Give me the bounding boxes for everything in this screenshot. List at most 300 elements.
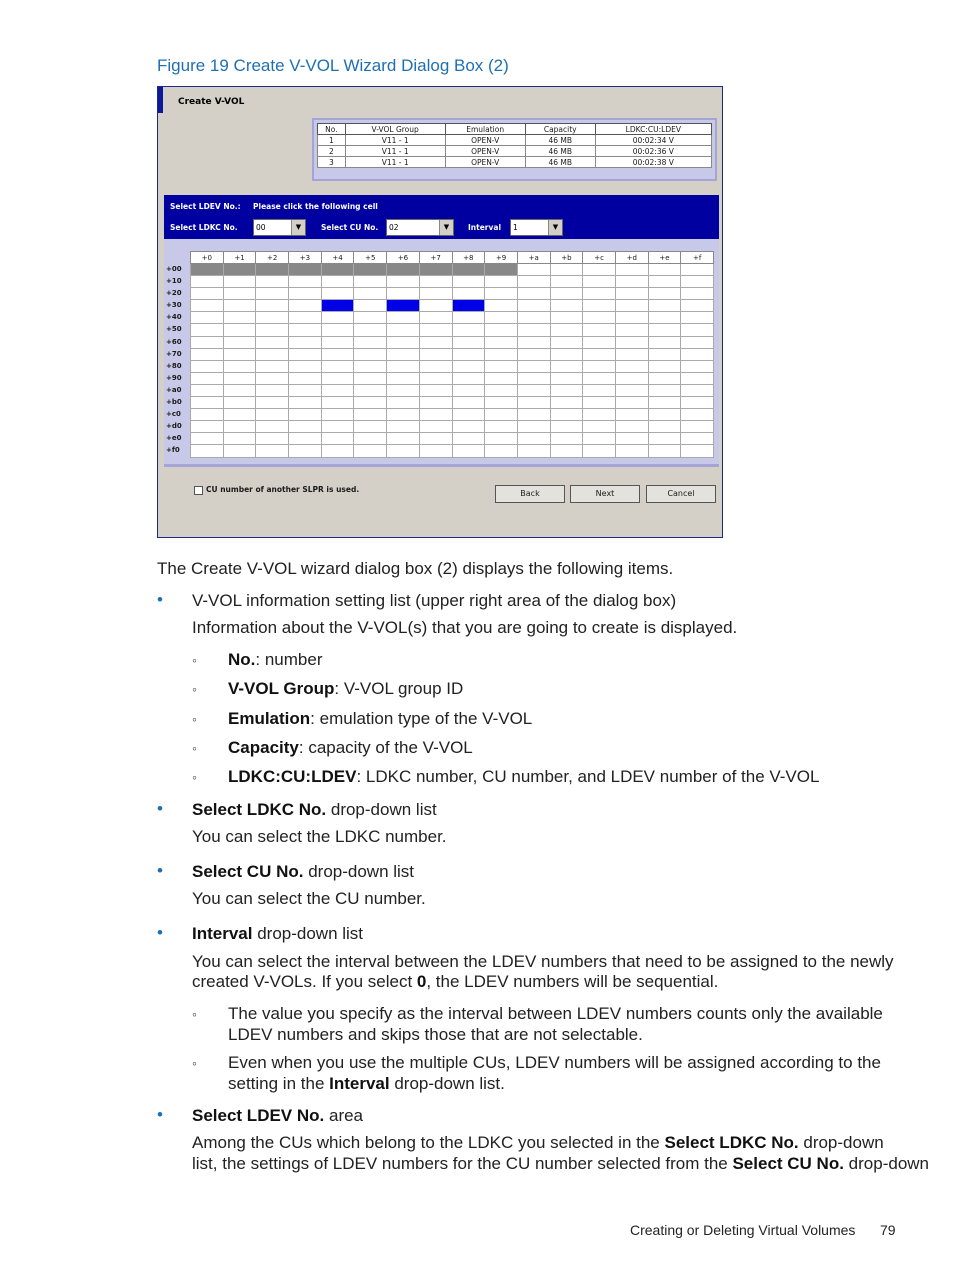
ldev-cell[interactable] bbox=[615, 348, 648, 360]
ldev-cell[interactable] bbox=[387, 288, 420, 300]
ldev-cell[interactable] bbox=[354, 445, 387, 457]
ldev-cell[interactable] bbox=[583, 372, 616, 384]
s5 bbox=[228, 766, 819, 787]
ldev-cell[interactable] bbox=[321, 324, 354, 336]
ldev-cell[interactable] bbox=[485, 360, 518, 372]
ldev-cell[interactable] bbox=[191, 324, 224, 336]
ldev-cell[interactable] bbox=[256, 397, 289, 409]
ldev-cell[interactable] bbox=[321, 312, 354, 324]
ldev-cell[interactable] bbox=[648, 300, 681, 312]
vvol-col-header[interactable]: Emulation bbox=[445, 124, 525, 135]
ldev-cell[interactable] bbox=[517, 384, 550, 396]
ldev-cell[interactable] bbox=[648, 445, 681, 457]
ldev-cell[interactable] bbox=[256, 348, 289, 360]
ldev-cell[interactable] bbox=[517, 288, 550, 300]
ldev-cell[interactable] bbox=[191, 384, 224, 396]
ldev-cell[interactable] bbox=[517, 433, 550, 445]
ldev-cell[interactable] bbox=[256, 384, 289, 396]
ldev-cell[interactable] bbox=[583, 324, 616, 336]
ldev-cell[interactable] bbox=[452, 288, 485, 300]
ldev-cell[interactable] bbox=[452, 360, 485, 372]
ldev-cell[interactable] bbox=[387, 445, 420, 457]
ldev-cell[interactable] bbox=[191, 433, 224, 445]
ldev-cell[interactable] bbox=[648, 276, 681, 288]
ldev-cell[interactable] bbox=[256, 300, 289, 312]
table-row[interactable] bbox=[318, 146, 712, 157]
ldev-cell[interactable] bbox=[485, 264, 518, 276]
ldev-cell[interactable] bbox=[583, 288, 616, 300]
ldev-cell[interactable] bbox=[191, 445, 224, 457]
b1-desc: Information about the V-VOL(s) that you are going to create is displayed. bbox=[192, 618, 738, 637]
ldev-cell[interactable] bbox=[223, 421, 256, 433]
ldev-cell[interactable] bbox=[419, 421, 452, 433]
ldev-cell[interactable] bbox=[615, 300, 648, 312]
cancel-button[interactable]: Cancel bbox=[646, 485, 716, 503]
ldev-cell[interactable] bbox=[615, 324, 648, 336]
ldev-cell[interactable] bbox=[615, 288, 648, 300]
ldev-cell[interactable] bbox=[583, 421, 616, 433]
ldev-cell[interactable] bbox=[615, 360, 648, 372]
ldev-cell[interactable] bbox=[289, 312, 322, 324]
grid-row-label: +60 bbox=[166, 337, 182, 346]
ldev-cell[interactable] bbox=[191, 409, 224, 421]
ldev-cell[interactable] bbox=[681, 312, 714, 324]
ldev-cell[interactable] bbox=[452, 312, 485, 324]
ldev-cell[interactable] bbox=[191, 264, 224, 276]
ldev-cell[interactable] bbox=[223, 348, 256, 360]
ldev-cell[interactable] bbox=[550, 360, 583, 372]
ldev-cell[interactable] bbox=[289, 384, 322, 396]
ldev-cell[interactable] bbox=[223, 300, 256, 312]
ldev-cell[interactable] bbox=[387, 409, 420, 421]
s4 bbox=[228, 737, 473, 758]
ldev-cell[interactable] bbox=[615, 421, 648, 433]
sub-bullet-icon: ◦ bbox=[192, 1006, 197, 1022]
ldev-cell[interactable] bbox=[419, 360, 452, 372]
ldev-cell[interactable] bbox=[681, 288, 714, 300]
ldev-cell[interactable] bbox=[452, 409, 485, 421]
ldev-cell[interactable] bbox=[354, 288, 387, 300]
table-row[interactable] bbox=[318, 157, 712, 168]
ldev-cell[interactable] bbox=[615, 336, 648, 348]
vvol-col-header[interactable]: V-VOL Group bbox=[345, 124, 445, 135]
ldev-cell[interactable] bbox=[615, 409, 648, 421]
ldev-cell[interactable] bbox=[321, 288, 354, 300]
ldev-cell[interactable] bbox=[354, 324, 387, 336]
ldev-cell[interactable] bbox=[223, 324, 256, 336]
ldev-cell[interactable] bbox=[452, 397, 485, 409]
ldev-cell[interactable] bbox=[681, 348, 714, 360]
ldev-cell[interactable] bbox=[485, 336, 518, 348]
ldev-cell[interactable] bbox=[387, 300, 420, 312]
ldev-cell[interactable] bbox=[583, 264, 616, 276]
ldev-cell[interactable] bbox=[681, 372, 714, 384]
ldev-cell[interactable] bbox=[517, 264, 550, 276]
ldev-cell[interactable] bbox=[681, 336, 714, 348]
ldev-cell[interactable] bbox=[452, 372, 485, 384]
ldev-cell[interactable] bbox=[256, 288, 289, 300]
chevron-down-icon[interactable]: ▼ bbox=[548, 220, 562, 235]
ldev-cell[interactable] bbox=[550, 372, 583, 384]
ldev-cell[interactable] bbox=[289, 445, 322, 457]
ldev-cell[interactable] bbox=[485, 324, 518, 336]
ldev-cell[interactable] bbox=[191, 288, 224, 300]
ldev-cell[interactable] bbox=[485, 421, 518, 433]
bullet-icon: • bbox=[157, 861, 163, 880]
ldev-cell[interactable] bbox=[517, 445, 550, 457]
vvol-col-header[interactable]: No. bbox=[318, 124, 346, 135]
ldev-cell[interactable] bbox=[321, 300, 354, 312]
ldev-cell[interactable] bbox=[485, 445, 518, 457]
ldev-cell[interactable] bbox=[354, 276, 387, 288]
ldev-cell[interactable] bbox=[681, 300, 714, 312]
ldev-cell[interactable] bbox=[191, 300, 224, 312]
interval-label: Interval bbox=[468, 223, 502, 232]
ldev-cell[interactable] bbox=[321, 445, 354, 457]
ldev-cell[interactable] bbox=[289, 372, 322, 384]
ldev-cell[interactable] bbox=[648, 372, 681, 384]
ldev-cell[interactable] bbox=[289, 421, 322, 433]
ldev-cell[interactable] bbox=[583, 348, 616, 360]
ldev-cell[interactable] bbox=[321, 264, 354, 276]
ldev-cell[interactable] bbox=[354, 360, 387, 372]
ldev-cell[interactable] bbox=[648, 324, 681, 336]
ldev-cell[interactable] bbox=[289, 288, 322, 300]
ldev-cell[interactable] bbox=[387, 372, 420, 384]
ldev-cell[interactable] bbox=[485, 384, 518, 396]
ldev-cell[interactable] bbox=[583, 433, 616, 445]
chevron-down-icon[interactable]: ▼ bbox=[439, 220, 453, 235]
ldev-cell[interactable] bbox=[615, 264, 648, 276]
ldev-cell[interactable] bbox=[517, 421, 550, 433]
ldev-cell[interactable] bbox=[289, 336, 322, 348]
ldev-cell[interactable] bbox=[419, 409, 452, 421]
ldev-cell[interactable] bbox=[387, 348, 420, 360]
grid-row-label: +c0 bbox=[166, 410, 181, 419]
ldev-cell[interactable] bbox=[419, 264, 452, 276]
ldev-cell[interactable] bbox=[583, 312, 616, 324]
ldev-cell[interactable] bbox=[223, 433, 256, 445]
table-cell: 3 bbox=[318, 157, 346, 168]
ldev-cell[interactable] bbox=[223, 409, 256, 421]
ldev-cell[interactable] bbox=[648, 360, 681, 372]
grid-row-label: +20 bbox=[166, 289, 182, 298]
ldev-cell[interactable] bbox=[223, 264, 256, 276]
cu-slpr-checkbox[interactable] bbox=[194, 485, 359, 495]
ldev-cell[interactable] bbox=[550, 264, 583, 276]
table-cell: OPEN-V bbox=[445, 146, 525, 157]
ldev-cell[interactable] bbox=[485, 312, 518, 324]
ldev-cell[interactable] bbox=[550, 312, 583, 324]
ldev-cell[interactable] bbox=[387, 324, 420, 336]
ldev-cell[interactable] bbox=[191, 360, 224, 372]
ldev-cell[interactable] bbox=[583, 300, 616, 312]
ldev-cell[interactable] bbox=[615, 433, 648, 445]
grid-col-header: +a bbox=[517, 252, 550, 264]
ldev-cell[interactable] bbox=[681, 360, 714, 372]
ldev-cell[interactable] bbox=[517, 409, 550, 421]
ldev-cell[interactable] bbox=[517, 300, 550, 312]
ldev-cell[interactable] bbox=[354, 336, 387, 348]
ldev-cell[interactable] bbox=[550, 348, 583, 360]
ldev-cell[interactable] bbox=[387, 397, 420, 409]
ldev-cell[interactable] bbox=[289, 348, 322, 360]
ldev-cell[interactable] bbox=[321, 360, 354, 372]
vvol-col-header[interactable]: Capacity bbox=[525, 124, 595, 135]
ldev-cell[interactable] bbox=[550, 300, 583, 312]
ldev-cell[interactable] bbox=[485, 288, 518, 300]
grid-row-label: +90 bbox=[166, 373, 182, 382]
ldev-cell[interactable] bbox=[223, 384, 256, 396]
ldev-cell[interactable] bbox=[387, 384, 420, 396]
next-button[interactable]: Next bbox=[570, 485, 640, 503]
ldev-cell[interactable] bbox=[419, 312, 452, 324]
ldev-cell[interactable] bbox=[648, 384, 681, 396]
ldev-cell[interactable] bbox=[321, 336, 354, 348]
ldev-cell[interactable] bbox=[419, 288, 452, 300]
ldev-cell[interactable] bbox=[289, 300, 322, 312]
ldev-cell[interactable] bbox=[681, 421, 714, 433]
ldev-cell[interactable] bbox=[191, 336, 224, 348]
ldev-cell[interactable] bbox=[452, 276, 485, 288]
ldev-cell[interactable] bbox=[289, 324, 322, 336]
ldev-cell[interactable] bbox=[452, 348, 485, 360]
ldev-cell[interactable] bbox=[419, 276, 452, 288]
ldev-cell[interactable] bbox=[615, 397, 648, 409]
ldev-cell[interactable] bbox=[452, 324, 485, 336]
ldev-cell[interactable] bbox=[354, 312, 387, 324]
ldev-cell[interactable] bbox=[321, 421, 354, 433]
grid-col-header: +2 bbox=[256, 252, 289, 264]
b2-bold: Select LDKC No. bbox=[192, 800, 327, 819]
ldev-cell[interactable] bbox=[550, 445, 583, 457]
ldev-cell[interactable] bbox=[615, 276, 648, 288]
ldev-cell[interactable] bbox=[223, 336, 256, 348]
ldev-cell[interactable] bbox=[648, 264, 681, 276]
ldev-cell[interactable] bbox=[681, 276, 714, 288]
ldev-cell[interactable] bbox=[583, 384, 616, 396]
ldev-cell[interactable] bbox=[485, 372, 518, 384]
ldev-cell[interactable] bbox=[583, 397, 616, 409]
ldev-cell[interactable] bbox=[256, 445, 289, 457]
b5-d2b: Select CU No. bbox=[732, 1154, 844, 1173]
ldev-cell[interactable] bbox=[419, 372, 452, 384]
ldev-cell[interactable] bbox=[615, 372, 648, 384]
ldev-cell[interactable] bbox=[321, 276, 354, 288]
ldev-cell[interactable] bbox=[517, 348, 550, 360]
ldev-cell[interactable] bbox=[648, 421, 681, 433]
ldev-cell[interactable] bbox=[419, 433, 452, 445]
ldev-cell[interactable] bbox=[387, 264, 420, 276]
ldev-cell[interactable] bbox=[387, 433, 420, 445]
ldev-cell[interactable] bbox=[648, 312, 681, 324]
ldev-cell[interactable] bbox=[256, 312, 289, 324]
chevron-down-icon[interactable]: ▼ bbox=[291, 220, 305, 235]
ldev-cell[interactable] bbox=[256, 264, 289, 276]
ldev-cell[interactable] bbox=[485, 348, 518, 360]
ldev-cell[interactable] bbox=[256, 324, 289, 336]
ldev-cell[interactable] bbox=[321, 348, 354, 360]
ldev-cell[interactable] bbox=[191, 372, 224, 384]
grid-row bbox=[191, 288, 714, 300]
ldev-cell[interactable] bbox=[354, 397, 387, 409]
ldev-cell[interactable] bbox=[419, 348, 452, 360]
ldev-cell[interactable] bbox=[452, 264, 485, 276]
ldev-cell[interactable] bbox=[681, 433, 714, 445]
ldev-cell[interactable] bbox=[517, 312, 550, 324]
s1-text: : number bbox=[255, 650, 323, 669]
ldev-cell[interactable] bbox=[485, 397, 518, 409]
ldev-cell[interactable] bbox=[354, 384, 387, 396]
b4-text: drop-down list bbox=[252, 924, 364, 943]
ldev-cell[interactable] bbox=[550, 384, 583, 396]
ldev-cell[interactable] bbox=[648, 433, 681, 445]
ldev-cell[interactable] bbox=[452, 421, 485, 433]
ldev-cell[interactable] bbox=[583, 360, 616, 372]
ldev-cell[interactable] bbox=[321, 433, 354, 445]
ldev-cell[interactable] bbox=[256, 421, 289, 433]
ldev-cell[interactable] bbox=[583, 445, 616, 457]
ldev-cell[interactable] bbox=[550, 421, 583, 433]
ldev-cell[interactable] bbox=[648, 397, 681, 409]
s3-bold: Emulation bbox=[228, 709, 311, 728]
ldev-cell[interactable] bbox=[419, 384, 452, 396]
ldev-cell[interactable] bbox=[256, 409, 289, 421]
ldev-cell[interactable] bbox=[223, 288, 256, 300]
grid-row bbox=[191, 276, 714, 288]
ldev-cell[interactable] bbox=[354, 348, 387, 360]
ldev-cell[interactable] bbox=[223, 360, 256, 372]
ldev-cell[interactable] bbox=[321, 384, 354, 396]
ldev-cell[interactable] bbox=[289, 276, 322, 288]
ldev-cell[interactable] bbox=[550, 336, 583, 348]
ldev-cell[interactable] bbox=[419, 445, 452, 457]
ldev-cell[interactable] bbox=[550, 397, 583, 409]
ldev-cell[interactable] bbox=[419, 324, 452, 336]
ldev-cell[interactable] bbox=[289, 360, 322, 372]
ldev-cell[interactable] bbox=[223, 312, 256, 324]
ldev-cell[interactable] bbox=[191, 312, 224, 324]
ldev-cell[interactable] bbox=[256, 433, 289, 445]
ldkc-dropdown[interactable] bbox=[253, 219, 306, 236]
ldev-cell[interactable] bbox=[452, 336, 485, 348]
ldev-cell[interactable] bbox=[452, 445, 485, 457]
ldev-cell[interactable] bbox=[256, 336, 289, 348]
ldev-cell[interactable] bbox=[321, 397, 354, 409]
ldev-cell[interactable] bbox=[517, 360, 550, 372]
ldev-cell[interactable] bbox=[517, 324, 550, 336]
grid-row-label: +70 bbox=[166, 349, 182, 358]
ldev-cell[interactable] bbox=[681, 384, 714, 396]
ldev-cell[interactable] bbox=[648, 288, 681, 300]
ldev-cell[interactable] bbox=[191, 348, 224, 360]
ldev-cell[interactable] bbox=[354, 264, 387, 276]
interval-dropdown[interactable] bbox=[510, 219, 563, 236]
b5-d2c: drop-down bbox=[843, 1154, 930, 1173]
ldev-cell[interactable] bbox=[485, 276, 518, 288]
ldev-cell[interactable] bbox=[387, 360, 420, 372]
ldev-cell[interactable] bbox=[354, 409, 387, 421]
ldev-cell[interactable] bbox=[191, 397, 224, 409]
ldev-cell[interactable] bbox=[321, 372, 354, 384]
ldev-cell[interactable] bbox=[289, 409, 322, 421]
ldev-cell[interactable] bbox=[681, 397, 714, 409]
ldev-cell[interactable] bbox=[583, 336, 616, 348]
ldev-cell[interactable] bbox=[354, 433, 387, 445]
ldev-cell[interactable] bbox=[387, 336, 420, 348]
ldev-cell[interactable] bbox=[485, 433, 518, 445]
table-row[interactable] bbox=[318, 135, 712, 146]
ldev-cell[interactable] bbox=[517, 276, 550, 288]
ldev-cell[interactable] bbox=[256, 360, 289, 372]
ldev-cell[interactable] bbox=[615, 445, 648, 457]
ldev-cell[interactable] bbox=[648, 336, 681, 348]
ldev-cell[interactable] bbox=[191, 421, 224, 433]
ldev-cell[interactable] bbox=[419, 397, 452, 409]
vvol-col-header[interactable]: LDKC:CU:LDEV bbox=[595, 124, 711, 135]
ldev-cell[interactable] bbox=[354, 372, 387, 384]
ldev-cell[interactable] bbox=[583, 409, 616, 421]
ldev-cell[interactable] bbox=[289, 433, 322, 445]
ldev-cell[interactable] bbox=[321, 409, 354, 421]
grid-col-header: +c bbox=[583, 252, 616, 264]
ldev-cell[interactable] bbox=[550, 409, 583, 421]
ldev-cell[interactable] bbox=[289, 264, 322, 276]
ldev-cell[interactable] bbox=[517, 397, 550, 409]
ldev-cell[interactable] bbox=[648, 409, 681, 421]
ldev-cell[interactable] bbox=[681, 409, 714, 421]
ldev-cell[interactable] bbox=[681, 445, 714, 457]
ldev-cell[interactable] bbox=[289, 397, 322, 409]
ldev-cell[interactable] bbox=[452, 300, 485, 312]
cu-dropdown[interactable] bbox=[386, 219, 454, 236]
ldev-cell[interactable] bbox=[583, 276, 616, 288]
ldev-cell[interactable] bbox=[223, 397, 256, 409]
ldev-cell[interactable] bbox=[517, 336, 550, 348]
ldev-cell[interactable] bbox=[387, 312, 420, 324]
ldev-cell[interactable] bbox=[452, 384, 485, 396]
checkbox-icon[interactable] bbox=[194, 486, 203, 495]
ldev-cell[interactable] bbox=[615, 312, 648, 324]
ldev-cell[interactable] bbox=[681, 264, 714, 276]
ldev-cell[interactable] bbox=[223, 276, 256, 288]
ldev-cell[interactable] bbox=[517, 372, 550, 384]
ldev-cell[interactable] bbox=[387, 421, 420, 433]
ldev-cell[interactable] bbox=[615, 384, 648, 396]
ldev-cell[interactable] bbox=[550, 276, 583, 288]
ldev-cell[interactable] bbox=[550, 433, 583, 445]
ldev-cell[interactable] bbox=[550, 324, 583, 336]
back-button[interactable]: Back bbox=[495, 485, 565, 503]
ldev-cell[interactable] bbox=[354, 421, 387, 433]
ldev-cell[interactable] bbox=[223, 445, 256, 457]
ldev-cell[interactable] bbox=[256, 372, 289, 384]
ldev-cell[interactable] bbox=[191, 276, 224, 288]
ldev-cell[interactable] bbox=[485, 409, 518, 421]
ldev-cell[interactable] bbox=[354, 300, 387, 312]
ldev-cell[interactable] bbox=[452, 433, 485, 445]
ldev-cell[interactable] bbox=[419, 300, 452, 312]
ldev-cell[interactable] bbox=[485, 300, 518, 312]
ldev-cell[interactable] bbox=[550, 288, 583, 300]
ldev-cell[interactable] bbox=[419, 336, 452, 348]
checkbox-label: CU number of another SLPR is used. bbox=[206, 485, 360, 494]
ldev-cell[interactable] bbox=[681, 324, 714, 336]
ldev-cell[interactable] bbox=[256, 276, 289, 288]
ldev-cell[interactable] bbox=[387, 276, 420, 288]
ldev-cell[interactable] bbox=[223, 372, 256, 384]
ldev-cell[interactable] bbox=[648, 348, 681, 360]
